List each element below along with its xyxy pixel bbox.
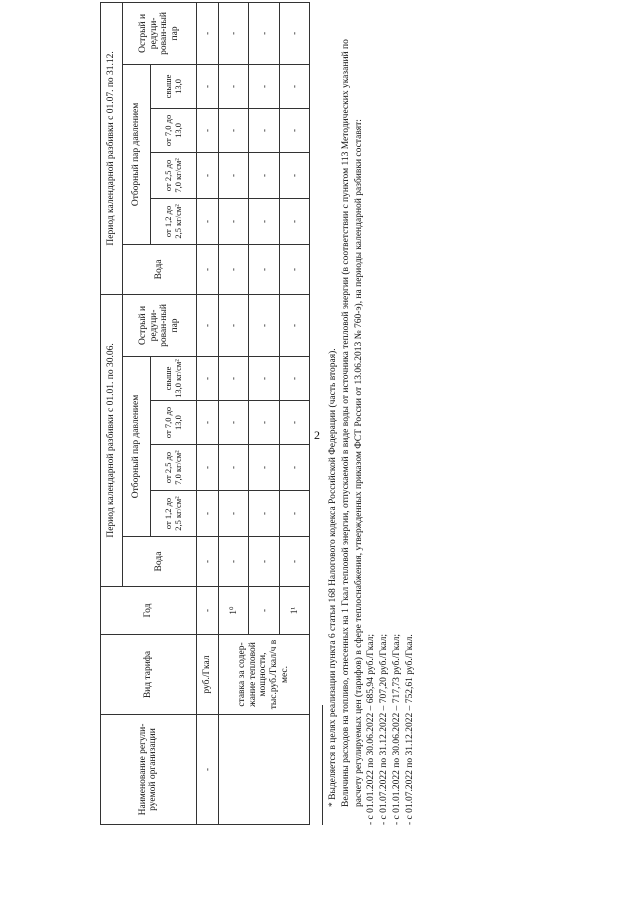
cell: -: [249, 64, 279, 108]
cell: -: [249, 2, 279, 64]
header-pressure-3: от 7,0 до 13,0: [151, 401, 197, 445]
header-pressure-4: свыше 13,0 кг/см²: [151, 357, 197, 401]
cell: -: [249, 357, 279, 401]
footnote: [322, 25, 417, 825]
header-pressure-2b: от 2,5 до 7,0 кг/см²: [151, 152, 197, 198]
row-type: руб./Гкал: [196, 635, 218, 715]
cell: -: [196, 108, 218, 152]
cell: -: [249, 537, 279, 587]
header-steam-pressure-1: Отборный пар давлением: [123, 357, 151, 537]
cell: -: [196, 294, 218, 356]
cell: -: [196, 198, 218, 244]
footnote-vat: * Выделяется в целях реализации пункта 6 статьи 168 Налогового кодекса Российской Федерации (часть вторая).: [328, 348, 338, 807]
row-year: -: [196, 587, 218, 635]
footnote-divider: [322, 705, 323, 825]
cell: -: [279, 152, 309, 198]
cell: -: [279, 108, 309, 152]
cell: -: [218, 64, 248, 108]
header-pressure-1b: от 1,2 до 2,5 кг/см²: [151, 198, 197, 244]
footnote-item: - с 01.01.2022 по 30.06.2022 – 717,73 руб./Гкал;: [392, 634, 403, 825]
cell: -: [196, 445, 218, 491]
header-sharp-steam-1: Острый и редуци-рован-ный пар: [123, 294, 197, 356]
header-tariff-type: Вид тарифа: [101, 635, 197, 715]
cell: -: [196, 537, 218, 587]
footnote-fuel-costs: Величины расходов на топливо, отнесенных на 1 Гкал тепловой энергии, отпускаемой в виде воды от источника тепловой энергии (в соответствии с пунктом 113 Методических указаний по расчету регулируемых цен (тарифов) в сфере теплоснабжения, утвержденных приказом ФСТ России от 13.06.2013 № 760-э), на периоды календарной разбивки составят:: [340, 39, 364, 807]
header-sharp-steam-2: Острый и редуци-рован-ный пар: [123, 2, 197, 64]
row-year: -: [249, 587, 279, 635]
cell: -: [218, 244, 248, 294]
cell: -: [249, 445, 279, 491]
cell: -: [218, 2, 248, 64]
cell: -: [249, 294, 279, 356]
page-number: 2: [314, 428, 320, 442]
row-org: -: [196, 715, 218, 825]
cell: -: [196, 491, 218, 537]
rotated-page-content: [52, 11, 612, 855]
cell: -: [279, 294, 309, 356]
cell: -: [196, 244, 218, 294]
cell: -: [249, 198, 279, 244]
header-water-1: Вода: [123, 537, 197, 587]
header-period-1: Период календарной разбивки с 01.01. по 30.06.: [101, 294, 123, 586]
cell: -: [218, 537, 248, 587]
footnote-item: - с 01.07.2022 по 31.12.2022 – 707,20 руб./Гкал;: [379, 634, 390, 825]
header-pressure-1: от 1,2 до 2,5 кг/см²: [151, 491, 197, 537]
cell: -: [279, 537, 309, 587]
header-pressure-2: от 2,5 до 7,0 кг/см²: [151, 445, 197, 491]
tariff-table: [100, 2, 310, 825]
cell: -: [279, 357, 309, 401]
cell: -: [218, 491, 248, 537]
cell: -: [196, 2, 218, 64]
cell: -: [249, 108, 279, 152]
cell: -: [218, 294, 248, 356]
cell: -: [196, 357, 218, 401]
table-row: [218, 2, 248, 824]
cell: -: [218, 445, 248, 491]
row-type: ставка за содер-жание тепловой мощности, тыс.руб./Гкал/ч в мес.: [218, 635, 309, 715]
cell: -: [279, 445, 309, 491]
cell: -: [279, 64, 309, 108]
row-year: 1⁰: [218, 587, 248, 635]
cell: -: [196, 401, 218, 445]
header-steam-pressure-2: Отборный пар давлением: [123, 64, 151, 244]
cell: -: [249, 401, 279, 445]
cell: -: [249, 491, 279, 537]
cell: -: [279, 244, 309, 294]
cell: -: [249, 152, 279, 198]
header-pressure-4b: свыше 13,0: [151, 64, 197, 108]
header-year: Год: [101, 587, 197, 635]
cell: -: [218, 152, 248, 198]
cell: -: [218, 401, 248, 445]
cell: -: [279, 401, 309, 445]
cell: -: [196, 152, 218, 198]
cell: -: [196, 64, 218, 108]
row-org: [218, 715, 309, 825]
header-org-name: Наименование регули-руемой организации: [101, 715, 197, 825]
cell: -: [249, 244, 279, 294]
cell: -: [279, 2, 309, 64]
footnote-item: - с 01.07.2022 по 31.12.2022 – 752,61 руб./Гкал.: [404, 634, 415, 825]
cell: -: [279, 491, 309, 537]
cell: -: [218, 198, 248, 244]
header-pressure-3b: от 7,0 до 13,0: [151, 108, 197, 152]
header-water-2: Вода: [123, 244, 197, 294]
cell: -: [279, 198, 309, 244]
footnote-item: - с 01.01.2022 по 30.06.2022 – 685,94 руб./Гкал;: [366, 634, 377, 825]
cell: -: [218, 108, 248, 152]
table-row: [196, 2, 218, 824]
header-period-2: Период календарной разбивки с 01.07. по 31.12.: [101, 2, 123, 294]
row-year: 1¹: [279, 587, 309, 635]
cell: -: [218, 357, 248, 401]
